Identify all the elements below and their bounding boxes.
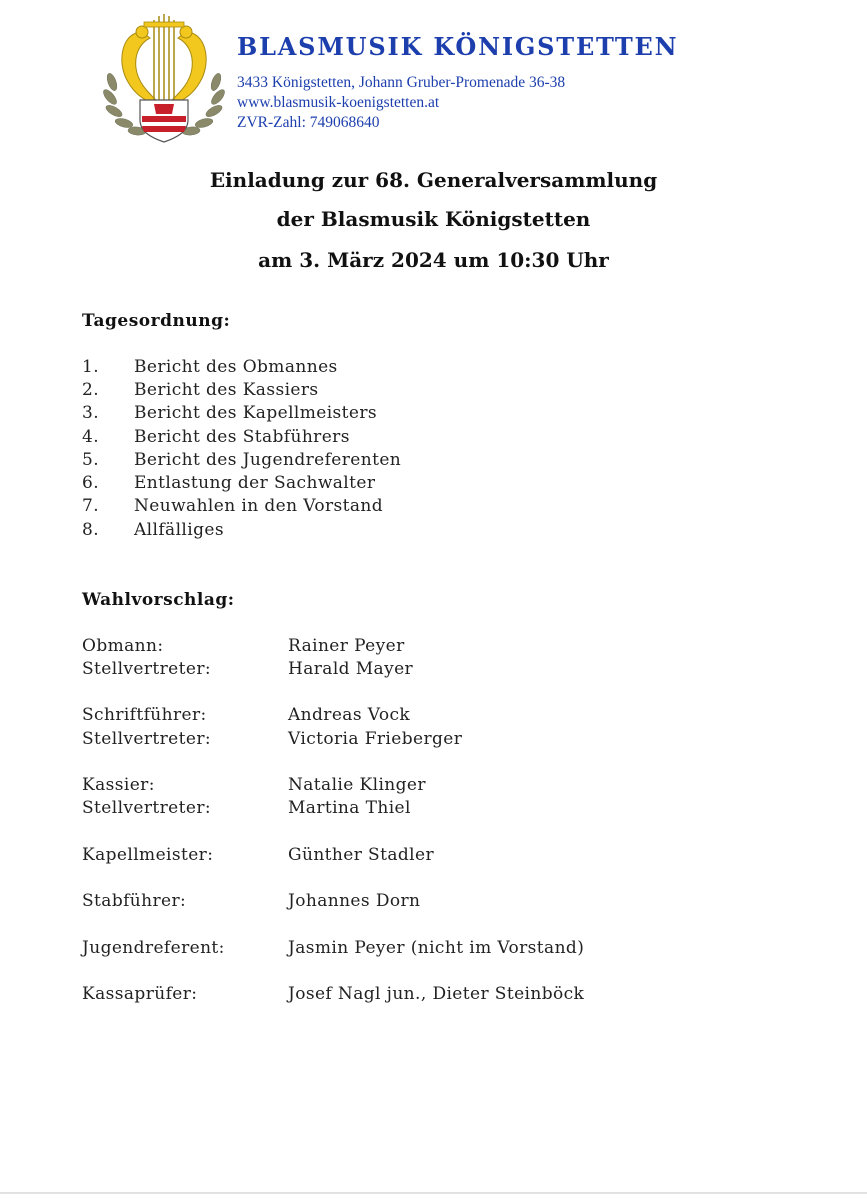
election-role: Schriftführer: [82, 705, 207, 725]
agenda-item: Allfälliges [134, 520, 224, 540]
agenda-item: Bericht des Stabführers [134, 427, 350, 447]
organization-address: 3433 Königstetten, Johann Gruber-Promenade 36-38 [237, 74, 566, 91]
agenda-number: 1. [82, 357, 100, 377]
election-role: Stellvertreter: [82, 729, 211, 749]
agenda-item: Bericht des Jugendreferenten [134, 450, 402, 470]
agenda-number: 6. [82, 473, 100, 493]
organization-website: www.blasmusik-koenigstetten.at [237, 94, 440, 111]
lyre-coat-of-arms-icon [102, 12, 226, 144]
election-candidate: Martina Thiel [288, 798, 411, 818]
election-candidate: Günther Stadler [288, 845, 434, 865]
agenda-number: 3. [82, 403, 100, 423]
agenda-item: Neuwahlen in den Vorstand [134, 496, 384, 516]
election-candidate: Rainer Peyer [288, 636, 405, 656]
invitation-title-line-3: am 3. März 2024 um 10:30 Uhr [258, 248, 609, 272]
agenda-item: Entlastung der Sachwalter [134, 473, 376, 493]
organization-zvr: ZVR-Zahl: 749068640 [237, 114, 380, 131]
election-candidate: Johannes Dorn [288, 891, 421, 911]
election-role: Stellvertreter: [82, 659, 211, 679]
election-candidate: Andreas Vock [288, 705, 411, 725]
election-role: Kassaprüfer: [82, 984, 198, 1004]
election-role: Obmann: [82, 636, 164, 656]
election-candidate: Josef Nagl jun., Dieter Steinböck [288, 984, 585, 1004]
election-role: Stabführer: [82, 891, 187, 911]
election-candidate: Jasmin Peyer (nicht im Vorstand) [288, 938, 585, 958]
agenda-number: 5. [82, 450, 100, 470]
organization-name: BLASMUSIK KÖNIGSTETTEN [237, 32, 679, 61]
election-candidate: Natalie Klinger [288, 775, 426, 795]
invitation-title-line-1: Einladung zur 68. Generalversammlung [209, 168, 658, 192]
election-role: Stellvertreter: [82, 798, 211, 818]
election-role: Jugendreferent: [82, 938, 225, 958]
agenda-number: 4. [82, 427, 100, 447]
agenda-heading: Tagesordnung: [82, 311, 231, 331]
agenda-item: Bericht des Kapellmeisters [134, 403, 378, 423]
invitation-title-line-2: der Blasmusik Königstetten [276, 207, 591, 231]
election-candidate: Victoria Frieberger [288, 729, 463, 749]
election-role: Kapellmeister: [82, 845, 214, 865]
page-bottom-divider [0, 1192, 867, 1194]
agenda-number: 2. [82, 380, 100, 400]
election-role: Kassier: [82, 775, 155, 795]
agenda-item: Bericht des Kassiers [134, 380, 319, 400]
election-heading: Wahlvorschlag: [82, 590, 235, 610]
agenda-item: Bericht des Obmannes [134, 357, 338, 377]
agenda-number: 8. [82, 520, 100, 540]
agenda-number: 7. [82, 496, 100, 516]
election-candidate: Harald Mayer [288, 659, 414, 679]
